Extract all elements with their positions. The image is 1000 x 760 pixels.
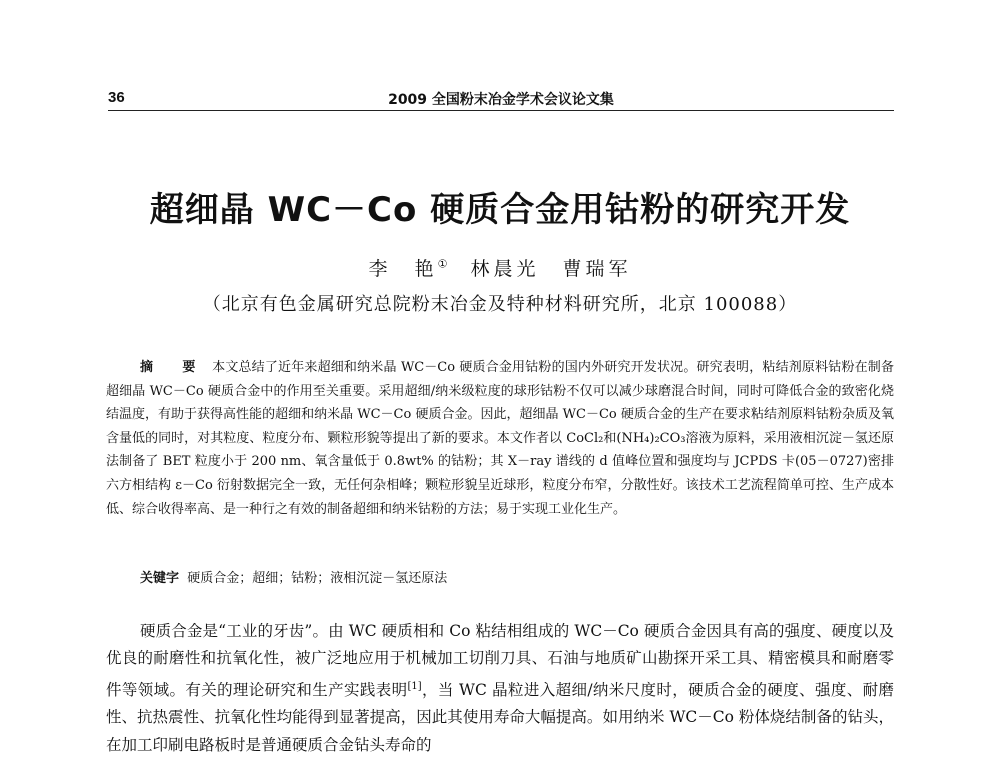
affiliation: （北京有色金属研究总院粉末冶金及特种材料研究所，北京 100088） [202, 294, 798, 315]
keywords-label: 关键字 [140, 571, 180, 586]
body-text-part1: 硬质合金是“工业的牙齿”。由 WC 硬质相和 Co 粘结相组成的 WC－Co 硬质合金因具有高的强度、硬度以及优良的耐磨性和抗氧化性，被广泛地应用于机械加工切削刀具、石油与地质矿山勘探开采工具、精密模具和耐磨零件等领域。有关的理论研究和生产实践表明 [106, 622, 894, 699]
abstract-text: 本文总结了近年来超细和纳米晶 WC－Co 硬质合金用钴粉的国内外研究开发状况。研究表明，粘结剂原料钴粉在制备超细晶 WC－Co 硬质合金中的作用至关重要。采用超细/纳米级粒度的球形钴粉不仅可以减少球磨混合时间，同时可降低合金的致密化烧结温度，有助于获得高性能的超细和纳米晶 WC－Co 硬质合金。因此，超细晶 WC－Co 硬质合金的生产在要求粘结剂原料钴粉杂质及氧含量低的同时，对其粒度、粒度分布、颗粒形貌等提出了新的要求。本文作者以 CoCl₂和(NH₄)₂CO₃溶液为原料，采用液相沉淀－氢还原法制备了 BET 粒度小于 200 nm、氧含量低于 0.8wt% 的钴粉；其 X－ray 谱线的 d 值峰位置和强度均与 JCPDS 卡(05－0727)密排六方相结构 ε－Co 衍射数据完全一致，无任何杂相峰；颗粒形貌呈近球形，粒度分布窄，分散性好。该技术工艺流程简单可控、生产成本低、综合收得率高、是一种行之有效的制备超细和纳米钴粉的方法；易于实现工业化生产。 [106, 360, 894, 517]
running-title: 2009 全国粉末冶金学术会议论文集 [388, 92, 614, 108]
keywords-text: 硬质合金；超细；钴粉；液相沉淀－氢还原法 [187, 571, 448, 586]
abstract-label: 摘 要 [140, 360, 204, 375]
author-names-rest: 林晨光 曹瑞军 [447, 258, 632, 280]
paper-title: 超细晶 WC－Co 硬质合金用钴粉的研究开发 [149, 190, 851, 230]
author-footnote-mark: ① [437, 257, 448, 271]
author-names: 李 艳 [368, 258, 438, 280]
body-text-part2: ，当 WC 晶粒进入超细/纳米尺度时，硬质合金的硬度、强度、耐磨性、抗热震性、抗氧化性均能得到显著提高，因此其使用寿命大幅提高。如用纳米 WC－Co 粉体烧结制备的钻头，在加工印刷电路板时是普通硬质合金钻头寿命的 [106, 680, 894, 754]
page-header [108, 88, 894, 111]
body-paragraph [106, 618, 894, 759]
citation-ref: [1] [407, 680, 422, 692]
page-number: 36 [108, 89, 125, 106]
abstract [106, 356, 894, 521]
author-line [0, 254, 1000, 281]
keywords [106, 568, 894, 590]
